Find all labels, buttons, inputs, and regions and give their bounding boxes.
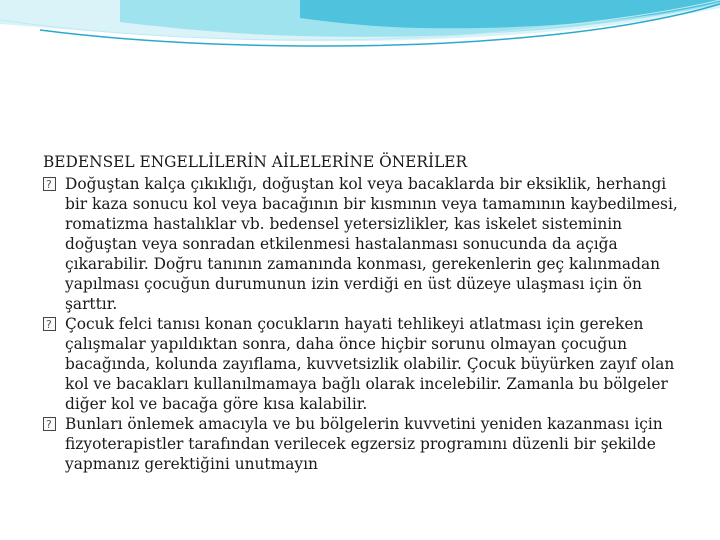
bullet-item-2 — [43, 314, 693, 414]
bullet-item-1 — [43, 174, 693, 314]
wave-band-dark — [300, 0, 720, 28]
bullet-text-3: Bunları önlemek amacıyla ve bu bölgelerin kuvvetini yeniden kazanması için fizyoterapistler tarafından verilecek egzersiz programını düzenli bir şekilde yapmanız gerektiğini unutmayın — [65, 415, 663, 473]
slide-body — [43, 152, 693, 474]
missing-glyph-box-icon — [43, 317, 56, 331]
missing-glyph-box-icon — [43, 417, 56, 431]
bullet-text-2: Çocuk felci tanısı konan çocukların hayati tehlikeyi atlatması için gereken çalışmalar yapıldıktan sonra, daha önce hiçbir sorunu olmayan çocuğun bacağında, kolunda zayıflama, kuvvetsizlik olabilir. Çocuk büyürken zayıf olan kol ve bacakları kullanılmamaya bağlı olarak incelebilir. Zamanla bu bölgeler diğer kol ve bacağa göre kısa kalabilir. — [65, 315, 675, 413]
bullet-text-1: Doğuştan kalça çıkıklığı, doğuştan kol veya bacaklarda bir eksiklik, herhangi bir kaza sonucu kol veya bacağının bir kısmının veya tamamının kaybedilmesi, romatizma hastalıklar vb. bedensel yetersizlikler, kas iskelet sisteminin doğuştan veya sonradan etkilenmesi hastalanması sonucunda da açığa çıkarabilir. Doğru tanının zamanında konması, gerekenlerin geç kalınmadan yapılması çocuğun durumunun izin verdiği en üst düzeye ulaşması için ön şarttır. — [65, 175, 678, 313]
bullet-item-3 — [43, 414, 693, 474]
header-wave-decoration — [0, 0, 720, 70]
missing-glyph-box-icon — [43, 177, 56, 191]
slide-heading: BEDENSEL ENGELLİLERİN AİLELERİNE ÖNERİLER — [43, 153, 468, 171]
